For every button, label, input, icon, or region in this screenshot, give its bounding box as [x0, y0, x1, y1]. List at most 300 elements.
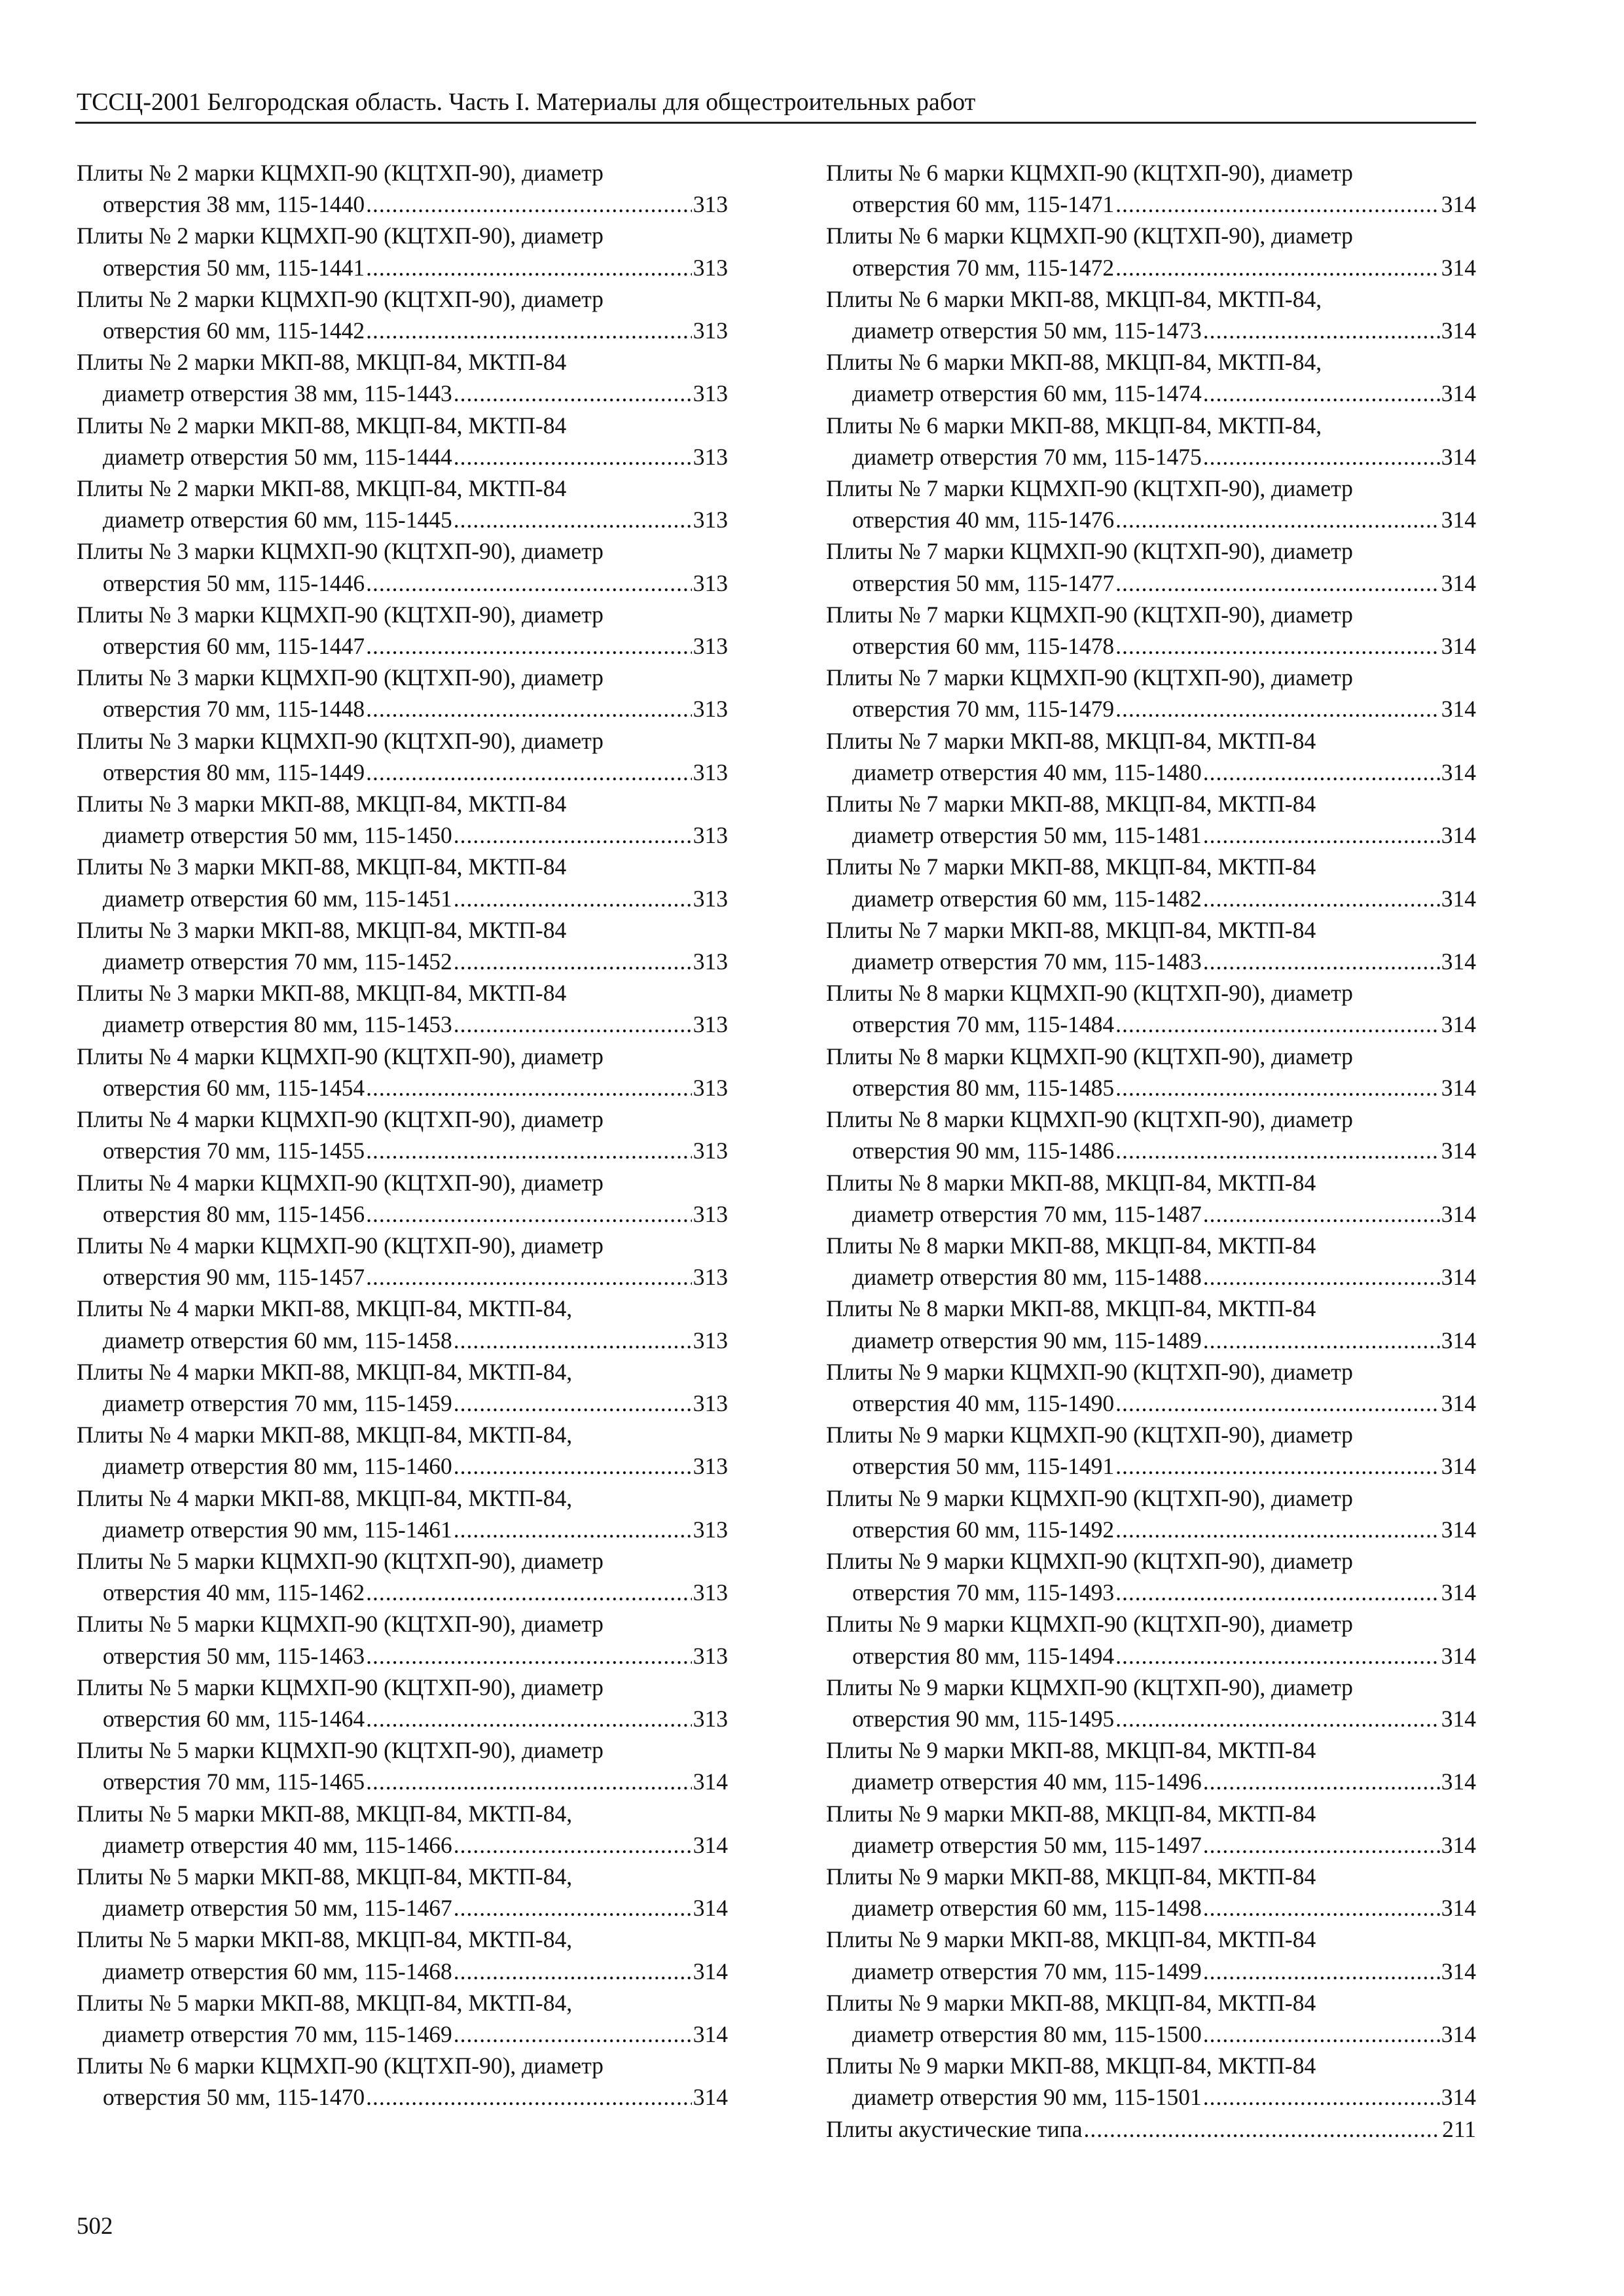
- index-entry-line: [826, 504, 1476, 535]
- dot-leader: [454, 441, 692, 473]
- index-entry: [826, 1861, 1476, 1924]
- dot-leader: [454, 1009, 692, 1040]
- index-entry-title: Плиты № 3 марки МКП-88, МКЦП-84, МКТП-84: [77, 980, 567, 1007]
- index-entry-page: 313: [693, 948, 728, 975]
- index-entry: [826, 599, 1476, 662]
- index-entry-title: Плиты № 7 марки КЦМХП-90 (КЦТХП-90), диаметр: [826, 475, 1353, 502]
- index-entry-text: диаметр отверстия 70 мм, 115-1469: [103, 2020, 452, 2047]
- index-entry: [77, 157, 728, 220]
- index-entry-page: 314: [1441, 1705, 1476, 1732]
- index-entry-page: 314: [1441, 1768, 1476, 1795]
- index-entry: [77, 1293, 728, 1355]
- index-entry-line: [826, 1703, 1476, 1734]
- index-entry-title: Плиты № 7 марки МКП-88, МКЦП-84, МКТП-84: [826, 916, 1316, 943]
- index-entry-page: 314: [1441, 1074, 1476, 1101]
- index-entry-text: диаметр отверстия 70 мм, 115-1483: [852, 948, 1202, 975]
- index-entry: [826, 1167, 1476, 1230]
- index-entry-page: 313: [693, 822, 728, 849]
- index-entry-title: Плиты № 5 марки МКП-88, МКЦП-84, МКТП-84,: [77, 1863, 573, 1890]
- index-entry-line: [826, 1388, 1476, 1419]
- dot-leader: [1203, 1956, 1440, 1987]
- index-entry: [826, 1041, 1476, 1103]
- index-entry-title: Плиты № 5 марки МКП-88, МКЦП-84, МКТП-84,: [77, 1800, 573, 1827]
- index-entry-page: 313: [693, 1390, 728, 1416]
- index-entry-title: Плиты № 7 марки КЦМХП-90 (КЦТХП-90), диаметр: [826, 601, 1353, 628]
- dot-leader: [1115, 504, 1440, 535]
- index-entry-title: Плиты № 4 марки МКП-88, МКЦП-84, МКТП-84,: [77, 1358, 573, 1385]
- dot-leader: [1203, 2081, 1440, 2113]
- index-entry: [826, 1545, 1476, 1608]
- index-entry-page: 314: [1441, 2084, 1476, 2111]
- dot-leader: [1203, 946, 1440, 977]
- index-entry: [77, 1924, 728, 1986]
- index-entry-line: [77, 188, 728, 220]
- dot-leader: [454, 1388, 692, 1419]
- index-entry-text: диаметр отверстия 60 мм, 115-1468: [103, 1958, 452, 1984]
- index-entry-line: [77, 693, 728, 725]
- index-entry-line: [77, 378, 728, 409]
- index-entry-title: Плиты № 3 марки КЦМХП-90 (КЦТХП-90), диаметр: [77, 727, 604, 754]
- index-entry-page: 313: [693, 885, 728, 912]
- index-entry-page: 313: [693, 1453, 728, 1480]
- index-entry-page: 313: [693, 1074, 728, 1101]
- page-header: [75, 84, 1476, 124]
- index-entry-page: 314: [1441, 822, 1476, 849]
- index-entry-text: диаметр отверстия 70 мм, 115-1487: [852, 1200, 1202, 1227]
- index-entry-text: отверстия 50 мм, 115-1446: [103, 569, 365, 596]
- index-entry-page: 314: [1441, 759, 1476, 785]
- header-title: ТССЦ-2001 Белгородская область. Часть I. Материалы для общестроительных работ: [77, 88, 976, 116]
- dot-leader: [366, 1766, 692, 1797]
- dot-leader: [366, 1072, 692, 1103]
- dot-leader: [454, 504, 692, 535]
- index-entry-title: Плиты № 4 марки КЦМХП-90 (КЦТХП-90), диаметр: [77, 1106, 604, 1133]
- dot-leader: [1115, 1514, 1440, 1545]
- index-entry: [826, 410, 1476, 473]
- index-entry: [826, 725, 1476, 788]
- index-entry-line: [826, 1514, 1476, 1545]
- index-entry-page: 313: [693, 1705, 728, 1732]
- index-entry-text: отверстия 40 мм, 115-1476: [852, 507, 1115, 533]
- index-entry-text: отверстия 50 мм, 115-1441: [103, 254, 365, 281]
- index-entry-page: 314: [1441, 696, 1476, 723]
- dot-leader: [454, 1325, 692, 1356]
- index-entry-page: 314: [1441, 1579, 1476, 1606]
- index-entry: [77, 1419, 728, 1482]
- page-number: 502: [77, 2213, 113, 2240]
- index-entry: [77, 220, 728, 283]
- index-entry-text: отверстия 60 мм, 115-1471: [852, 191, 1115, 218]
- index-entry-page: 314: [1441, 1264, 1476, 1291]
- index-entry-page: 313: [693, 1264, 728, 1291]
- index-entry: [77, 1861, 728, 1924]
- index-entry-title: Плиты № 3 марки МКП-88, МКЦП-84, МКТП-84: [77, 791, 567, 817]
- dot-leader: [1203, 1198, 1440, 1230]
- dot-leader: [1115, 1135, 1440, 1166]
- index-entry-text: диаметр отверстия 50 мм, 115-1450: [103, 822, 452, 849]
- index-entry-text: отверстия 80 мм, 115-1449: [103, 759, 365, 785]
- index-entry-title: Плиты № 2 марки МКП-88, МКЦП-84, МКТП-84: [77, 349, 567, 376]
- index-entry-line: [826, 946, 1476, 977]
- index-entry-line: [77, 1009, 728, 1040]
- index-entry: [826, 1987, 1476, 2050]
- index-entry: [77, 662, 728, 725]
- dot-leader: [366, 1640, 692, 1672]
- index-entry-line: [826, 630, 1476, 662]
- index-entry-line: [826, 1829, 1476, 1861]
- index-entry-page: 314: [693, 1831, 728, 1858]
- index-entry-text: диаметр отверстия 50 мм, 115-1467: [103, 1895, 452, 1922]
- index-entry-title: Плиты № 3 марки КЦМХП-90 (КЦТХП-90), диаметр: [77, 664, 604, 691]
- dot-leader: [366, 693, 692, 725]
- index-entry-title: Плиты № 9 марки МКП-88, МКЦП-84, МКТП-84: [826, 1737, 1316, 1764]
- index-entry-page: 314: [693, 1895, 728, 1922]
- index-entry-text: отверстия 70 мм, 115-1479: [852, 696, 1115, 723]
- index-entry-line: [826, 2113, 1476, 2145]
- index-entry-page: 314: [1441, 1138, 1476, 1164]
- index-entry-page: 313: [693, 1011, 728, 1038]
- index-entry: [77, 851, 728, 914]
- index-entry: [826, 662, 1476, 725]
- index-entry-title: Плиты № 9 марки МКП-88, МКЦП-84, МКТП-84: [826, 1926, 1316, 1953]
- index-entry-title: Плиты № 6 марки КЦМХП-90 (КЦТХП-90), диаметр: [77, 2053, 604, 2079]
- dot-leader: [366, 252, 692, 283]
- dot-leader: [1203, 441, 1440, 473]
- index-entry: [77, 1482, 728, 1545]
- index-entry-line: [77, 1450, 728, 1482]
- index-entry-page: 313: [693, 696, 728, 723]
- index-entry-text: отверстия 80 мм, 115-1485: [852, 1074, 1115, 1101]
- index-entry: [826, 1356, 1476, 1419]
- index-entry: [826, 851, 1476, 914]
- index-entry-page: 314: [1441, 1516, 1476, 1543]
- index-entry: [826, 1103, 1476, 1166]
- index-entry-page: 314: [1441, 1642, 1476, 1669]
- index-entry-line: [826, 1135, 1476, 1166]
- index-entry-text: диаметр отверстия 60 мм, 115-1451: [103, 885, 452, 912]
- index-entry-title: Плиты № 9 марки МКП-88, МКЦП-84, МКТП-84: [826, 1863, 1316, 1890]
- index-entry-title: Плиты № 5 марки МКП-88, МКЦП-84, МКТП-84,: [77, 1989, 573, 2016]
- index-entry-title: Плиты № 7 марки МКП-88, МКЦП-84, МКТП-84: [826, 853, 1316, 880]
- dot-leader: [1115, 693, 1440, 725]
- index-entry-page: 314: [1441, 1011, 1476, 1038]
- index-entry-title: Плиты № 7 марки МКП-88, МКЦП-84, МКТП-84: [826, 791, 1316, 817]
- index-entry-title: Плиты № 7 марки МКП-88, МКЦП-84, МКТП-84: [826, 727, 1316, 754]
- index-entry: [77, 473, 728, 535]
- index-entry-text: диаметр отверстия 80 мм, 115-1488: [852, 1264, 1202, 1291]
- index-entry-page: 314: [1441, 1200, 1476, 1227]
- dot-leader: [366, 1261, 692, 1293]
- index-entry-title: Плиты № 9 марки МКП-88, МКЦП-84, МКТП-84: [826, 1989, 1316, 2016]
- index-entry: [77, 1734, 728, 1797]
- index-entry-title: Плиты № 8 марки КЦМХП-90 (КЦТХП-90), диаметр: [826, 1043, 1353, 1069]
- index-entry-title: Плиты № 4 марки МКП-88, МКЦП-84, МКТП-84,: [77, 1484, 573, 1511]
- index-entry-page: 314: [1441, 1895, 1476, 1922]
- index-entry-line: [77, 2018, 728, 2050]
- dot-leader: [454, 1829, 692, 1861]
- index-entry: [77, 1672, 728, 1734]
- index-entry-text: отверстия 70 мм, 115-1472: [852, 254, 1115, 281]
- index-entry-page: 314: [1441, 254, 1476, 281]
- dot-leader: [366, 1198, 692, 1230]
- index-entry-title: Плиты № 9 марки МКП-88, МКЦП-84, МКТП-84: [826, 2053, 1316, 2079]
- index-entry: [77, 2050, 728, 2113]
- index-entry: [826, 1798, 1476, 1861]
- index-entry-text: отверстия 38 мм, 115-1440: [103, 191, 365, 218]
- index-entry-line: [77, 567, 728, 599]
- index-entry-text: диаметр отверстия 50 мм, 115-1497: [852, 1831, 1202, 1858]
- index-entry-line: [826, 757, 1476, 788]
- index-entry-text: отверстия 70 мм, 115-1455: [103, 1138, 365, 1164]
- index-entry-page: 313: [693, 380, 728, 407]
- index-entry-text: диаметр отверстия 70 мм, 115-1475: [852, 443, 1202, 470]
- dot-leader: [454, 819, 692, 851]
- index-entry-line: [826, 315, 1476, 346]
- dot-leader: [366, 1703, 692, 1734]
- index-entry: [77, 346, 728, 409]
- dot-leader: [1203, 315, 1440, 346]
- dot-leader: [454, 946, 692, 977]
- index-entry-text: диаметр отверстия 60 мм, 115-1474: [852, 380, 1202, 407]
- dot-leader: [454, 1450, 692, 1482]
- index-entry-title: Плиты № 8 марки КЦМХП-90 (КЦТХП-90), диаметр: [826, 1106, 1353, 1133]
- index-entry-line: [826, 2081, 1476, 2113]
- index-entry-page: 314: [1441, 885, 1476, 912]
- index-entry-text: диаметр отверстия 50 мм, 115-1481: [852, 822, 1202, 849]
- index-entry-text: диаметр отверстия 60 мм, 115-1482: [852, 885, 1202, 912]
- index-entry-text: отверстия 60 мм, 115-1454: [103, 1074, 365, 1101]
- index-entry: [77, 283, 728, 346]
- index-entry: [826, 1734, 1476, 1797]
- index-entry-title: Плиты № 5 марки КЦМХП-90 (КЦТХП-90), диаметр: [77, 1737, 604, 1764]
- dot-leader: [1203, 1766, 1440, 1797]
- index-entry-line: [826, 567, 1476, 599]
- dot-leader: [366, 757, 692, 788]
- index-entry-title: Плиты № 4 марки КЦМХП-90 (КЦТХП-90), диаметр: [77, 1043, 604, 1069]
- index-entry-text: диаметр отверстия 90 мм, 115-1501: [852, 2084, 1202, 2111]
- index-entry-line: [826, 441, 1476, 473]
- index-entry-title: Плиты № 4 марки МКП-88, МКЦП-84, МКТП-84,: [77, 1422, 573, 1448]
- index-entry-page: 314: [1441, 1327, 1476, 1354]
- index-entry-line: [77, 1640, 728, 1672]
- dot-leader: [1084, 2113, 1441, 2145]
- index-entry-title: Плиты № 4 марки МКП-88, МКЦП-84, МКТП-84,: [77, 1295, 573, 1322]
- index-entry-page: 313: [693, 569, 728, 596]
- index-entry-line: [77, 630, 728, 662]
- dot-leader: [1203, 819, 1440, 851]
- index-entry: [826, 914, 1476, 977]
- index-entry-title: Плиты № 8 марки МКП-88, МКЦП-84, МКТП-84: [826, 1295, 1316, 1322]
- index-entry-line: [826, 252, 1476, 283]
- dot-leader: [1203, 2018, 1440, 2050]
- index-column-left: [77, 157, 728, 2113]
- index-entry-page: 314: [1441, 1453, 1476, 1480]
- index-entry-line: [826, 819, 1476, 851]
- index-entry-line: [826, 188, 1476, 220]
- dot-leader: [1203, 378, 1440, 409]
- dot-leader: [1115, 1577, 1440, 1608]
- index-entry-page: 314: [1441, 1390, 1476, 1416]
- index-entry-page: 314: [1441, 317, 1476, 344]
- dot-leader: [1203, 1829, 1440, 1861]
- index-entry-page: 313: [693, 507, 728, 533]
- index-entry-page: 314: [1441, 1958, 1476, 1984]
- index-entry-line: [77, 1261, 728, 1293]
- index-entry-line: [77, 315, 728, 346]
- index-entry: [826, 1293, 1476, 1355]
- index-entry-page: 314: [1441, 633, 1476, 660]
- index-entry-title: Плиты № 5 марки КЦМХП-90 (КЦТХП-90), диаметр: [77, 1547, 604, 1574]
- index-entry-text: отверстия 40 мм, 115-1462: [103, 1579, 365, 1606]
- dot-leader: [1203, 1892, 1440, 1924]
- index-entry-title: Плиты № 8 марки КЦМХП-90 (КЦТХП-90), диаметр: [826, 980, 1353, 1007]
- index-entry-line: [826, 1892, 1476, 1924]
- index-entry: [77, 914, 728, 977]
- index-entry-line: [77, 1703, 728, 1734]
- index-entry-line: [826, 1072, 1476, 1103]
- index-entry-text: отверстия 60 мм, 115-1447: [103, 633, 365, 660]
- index-entry: [826, 977, 1476, 1040]
- index-entry-page: 313: [693, 1516, 728, 1543]
- index-entry-text: отверстия 50 мм, 115-1470: [103, 2084, 365, 2111]
- dot-leader: [1115, 252, 1440, 283]
- index-entry-title: Плиты № 3 марки КЦМХП-90 (КЦТХП-90), диаметр: [77, 601, 604, 628]
- index-entry: [77, 1608, 728, 1671]
- index-entry-page: 313: [693, 1200, 728, 1227]
- index-entry-text: отверстия 60 мм, 115-1464: [103, 1705, 365, 1732]
- index-entry-page: 314: [693, 1768, 728, 1795]
- dot-leader: [454, 1892, 692, 1924]
- index-entry-page: 313: [693, 1579, 728, 1606]
- index-entry: [826, 283, 1476, 346]
- index-entry-line: [826, 1261, 1476, 1293]
- index-entry-line: [77, 1892, 728, 1924]
- index-entry-page: 314: [1441, 191, 1476, 218]
- index-entry-title: Плиты № 6 марки КЦМХП-90 (КЦТХП-90), диаметр: [826, 223, 1353, 249]
- index-entry-text: диаметр отверстия 90 мм, 115-1461: [103, 1516, 452, 1543]
- index-entry: [77, 1103, 728, 1166]
- index-entry-text: диаметр отверстия 70 мм, 115-1452: [103, 948, 452, 975]
- index-entry-line: [826, 1450, 1476, 1482]
- index-entry-line: [826, 1640, 1476, 1672]
- index-entry: [826, 535, 1476, 598]
- dot-leader: [1115, 1640, 1440, 1672]
- dot-leader: [1115, 1450, 1440, 1482]
- index-entry-page: 314: [1441, 380, 1476, 407]
- dot-leader: [1115, 1388, 1440, 1419]
- index-entry-text: отверстия 80 мм, 115-1494: [852, 1642, 1115, 1669]
- index-entry-title: Плиты № 8 марки МКП-88, МКЦП-84, МКТП-84: [826, 1169, 1316, 1196]
- index-entry-text: отверстия 60 мм, 115-1492: [852, 1516, 1115, 1543]
- dot-leader: [366, 2081, 692, 2113]
- index-entry: [826, 788, 1476, 851]
- index-entry-title: Плиты № 2 марки КЦМХП-90 (КЦТХП-90), диаметр: [77, 223, 604, 249]
- dot-leader: [366, 1135, 692, 1166]
- index-entry-line: [77, 757, 728, 788]
- index-entry-page: 313: [693, 254, 728, 281]
- index-entry-title: Плиты № 5 марки КЦМХП-90 (КЦТХП-90), диаметр: [77, 1611, 604, 1638]
- index-entry-page: 314: [693, 1958, 728, 1984]
- index-entry-line: [77, 883, 728, 914]
- index-entry-text: диаметр отверстия 50 мм, 115-1473: [852, 317, 1202, 344]
- index-entry-text: отверстия 70 мм, 115-1448: [103, 696, 365, 723]
- dot-leader: [366, 315, 692, 346]
- dot-leader: [454, 883, 692, 914]
- index-entry-page: 313: [693, 317, 728, 344]
- index-entry-page: 314: [1441, 1831, 1476, 1858]
- dot-leader: [454, 1956, 692, 1987]
- index-entry-line: [826, 1325, 1476, 1356]
- index-entry-line: [77, 946, 728, 977]
- index-entry: [826, 2113, 1476, 2145]
- index-entry-line: [826, 1766, 1476, 1797]
- dot-leader: [1115, 567, 1440, 599]
- dot-leader: [1203, 883, 1440, 914]
- index-entry-text: диаметр отверстия 40 мм, 115-1480: [852, 759, 1202, 785]
- index-entry-text: отверстия 70 мм, 115-1484: [852, 1011, 1115, 1038]
- index-entry-title: Плиты № 9 марки КЦМХП-90 (КЦТХП-90), диаметр: [826, 1422, 1353, 1448]
- index-entry-page: 314: [693, 2020, 728, 2047]
- index-entry-page: 313: [693, 759, 728, 785]
- dot-leader: [454, 1514, 692, 1545]
- dot-leader: [366, 630, 692, 662]
- index-entry: [826, 2050, 1476, 2113]
- index-entry-text: диаметр отверстия 40 мм, 115-1496: [852, 1768, 1202, 1795]
- index-entry-title: Плиты № 2 марки МКП-88, МКЦП-84, МКТП-84: [77, 412, 567, 439]
- index-entry-text: диаметр отверстия 80 мм, 115-1460: [103, 1453, 452, 1480]
- dot-leader: [366, 1577, 692, 1608]
- index-entry: [826, 1924, 1476, 1986]
- index-entry-page: 211: [1442, 2115, 1476, 2142]
- dot-leader: [1115, 1072, 1440, 1103]
- index-entry-page: 313: [693, 443, 728, 470]
- index-entry-page: 313: [693, 633, 728, 660]
- dot-leader: [1203, 1325, 1440, 1356]
- index-entry-title: Плиты № 3 марки МКП-88, МКЦП-84, МКТП-84: [77, 853, 567, 880]
- index-entry-text: диаметр отверстия 50 мм, 115-1444: [103, 443, 452, 470]
- index-entry-line: [77, 252, 728, 283]
- index-entry-text: диаметр отверстия 38 мм, 115-1443: [103, 380, 452, 407]
- index-entry-title: Плиты № 9 марки КЦМХП-90 (КЦТХП-90), диаметр: [826, 1484, 1353, 1511]
- index-entry-page: 314: [1441, 948, 1476, 975]
- dot-leader: [1203, 1261, 1440, 1293]
- index-entry-text: Плиты акустические типа: [826, 2115, 1083, 2142]
- index-entry-line: [77, 2081, 728, 2113]
- index-entry-line: [77, 1388, 728, 1419]
- index-entry: [77, 599, 728, 662]
- index-entry: [826, 1482, 1476, 1545]
- index-entry-title: Плиты № 2 марки КЦМХП-90 (КЦТХП-90), диаметр: [77, 285, 604, 312]
- index-entry-title: Плиты № 9 марки КЦМХП-90 (КЦТХП-90), диаметр: [826, 1358, 1353, 1385]
- index-entry-title: Плиты № 9 марки МКП-88, МКЦП-84, МКТП-84: [826, 1800, 1316, 1827]
- index-entry-page: 314: [1441, 507, 1476, 533]
- index-entry-line: [77, 1135, 728, 1166]
- index-entry-page: 314: [1441, 2020, 1476, 2047]
- index-entry-line: [77, 1514, 728, 1545]
- index-entry-text: отверстия 40 мм, 115-1490: [852, 1390, 1115, 1416]
- index-entry: [77, 1356, 728, 1419]
- index-entry-page: 313: [693, 191, 728, 218]
- index-entry-text: отверстия 50 мм, 115-1477: [852, 569, 1115, 596]
- index-entry-text: отверстия 70 мм, 115-1465: [103, 1768, 365, 1795]
- index-entry: [77, 1987, 728, 2050]
- index-entry-title: Плиты № 3 марки МКП-88, МКЦП-84, МКТП-84: [77, 916, 567, 943]
- index-entry-line: [77, 504, 728, 535]
- index-entry: [826, 346, 1476, 409]
- index-entry-line: [77, 1766, 728, 1797]
- index-entry-line: [77, 1072, 728, 1103]
- index-entry: [826, 157, 1476, 220]
